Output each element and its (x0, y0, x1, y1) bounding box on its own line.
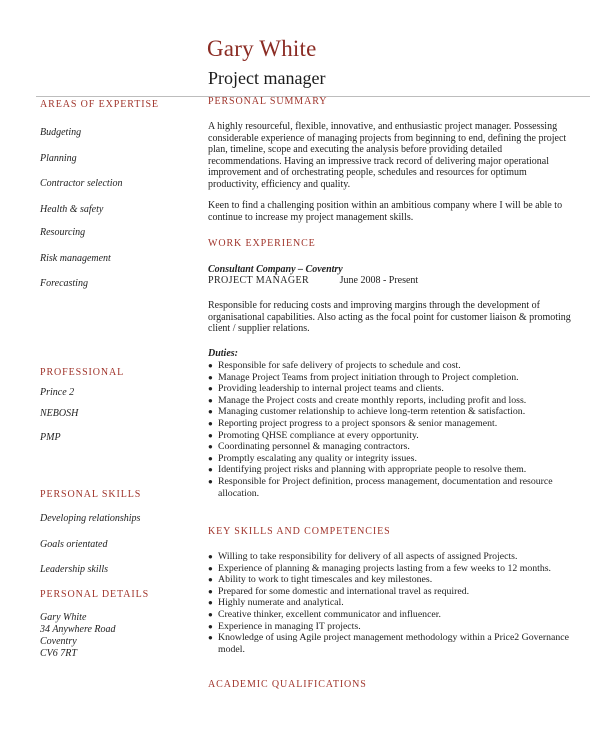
duties-label: Duties: (208, 348, 238, 359)
skill-item: Goals orientated (40, 539, 108, 550)
key-skill-item-text: Experience of planning & managing projects lasting from a few weeks to 12 months. (218, 562, 552, 574)
duty-item (208, 418, 573, 430)
duty-item-text: Manage the Project costs and create monthly reports, including profit and loss. (218, 394, 527, 406)
key-skill-item-text: Willing to take responsibility for delivery of all aspects of assigned Projects. (218, 551, 518, 562)
key-skill-item-text: Prepared for some domestic and international travel as required. (218, 585, 470, 597)
skills-heading: PERSONAL SKILLS (40, 489, 142, 500)
detail-item: Coventry (40, 636, 77, 647)
summary-heading: PERSONAL SUMMARY (208, 96, 328, 107)
duty-item (208, 453, 573, 465)
job-title: PROJECT MANAGER (208, 275, 310, 286)
duty-item-text: Responsible for Project definition, process management, documentation and resource allocation. (218, 475, 553, 499)
key-skill-item (208, 563, 573, 575)
professional-heading: PROFESSIONAL (40, 367, 125, 378)
duty-item (208, 360, 573, 372)
duty-item-text: Coordinating personnel & managing contractors. (218, 441, 410, 453)
expertise-item: Contractor selection (40, 178, 123, 189)
expertise-item: Health & safety (40, 204, 104, 215)
bullet-icon: ● (208, 453, 213, 463)
key-skill-item (208, 621, 573, 633)
key-skill-item (208, 586, 573, 598)
duty-item-text: Responsible for safe delivery of projects to schedule and cost. (218, 360, 461, 371)
duty-item-text: Reporting project progress to a project sponsors & senior management. (218, 417, 498, 429)
duty-item (208, 476, 573, 499)
bullet-icon: ● (208, 465, 213, 475)
academic-heading: ACADEMIC QUALIFICATIONS (208, 679, 367, 690)
summary-paragraph: A highly resourceful, flexible, innovative, and enthusiastic project manager. Possessing considerable experience of managing projects from beginning to end, defining the project plan, timeline, scope and executing the analysis before providing detailed recommendations. Having an impressive track record of delivering major operational improvement and of orchestrating people, schedules and resources for optimum productivity, efficiency and quality. (208, 121, 567, 190)
duty-item (208, 383, 573, 395)
job-dates: June 2008 - Present (339, 275, 419, 286)
key-skill-item-text: Experience in managing IT projects. (218, 620, 361, 632)
job-line (208, 275, 418, 286)
key-skill-item (208, 632, 573, 655)
duty-item-text: Managing customer relationship to achieve long-term retention & satisfaction. (218, 406, 526, 418)
details-heading: PERSONAL DETAILS (40, 589, 150, 600)
candidate-role: Project manager (208, 68, 326, 88)
key-skill-item (208, 597, 573, 609)
detail-item: CV6 7RT (40, 648, 77, 659)
duty-item-text: Promptly escalating any quality or integrity issues. (218, 452, 417, 464)
key-skill-item-text: Knowledge of using Agile project management methodology within a Price2 Governance model. (218, 632, 569, 655)
expertise-item: Planning (40, 153, 77, 164)
duty-item-text: Manage Project Teams from project initiation through to Project completion. (218, 371, 519, 383)
expertise-heading: AREAS OF EXPERTISE (40, 99, 159, 110)
expertise-item: Forecasting (40, 278, 88, 289)
candidate-name: Gary White (207, 36, 317, 61)
key-skills-heading: KEY SKILLS AND COMPETENCIES (208, 526, 391, 537)
expertise-item: Resourcing (40, 227, 86, 238)
bullet-icon: ● (208, 442, 213, 452)
expertise-item: Budgeting (40, 127, 82, 138)
bullet-icon: ● (208, 598, 213, 608)
bullet-icon: ● (208, 372, 213, 382)
bullet-icon: ● (208, 575, 213, 585)
duty-item (208, 464, 573, 476)
bullet-icon: ● (208, 395, 213, 405)
bullet-icon: ● (208, 609, 213, 619)
bullet-icon: ● (208, 563, 213, 573)
detail-item: Gary White (40, 612, 87, 623)
key-skill-item-text: Ability to work to tight timescales and key milestones. (218, 574, 433, 586)
bullet-icon: ● (208, 621, 213, 631)
duty-item (208, 395, 573, 407)
duty-item (208, 441, 573, 453)
professional-item: NEBOSH (40, 408, 79, 419)
skill-item: Developing relationships (40, 513, 141, 524)
professional-item: PMP (40, 432, 61, 443)
key-skill-item (208, 551, 573, 563)
duty-item-text: Promoting QHSE compliance at every opportunity. (218, 429, 419, 441)
bullet-icon: ● (208, 384, 213, 394)
bullet-icon: ● (208, 418, 213, 428)
skill-item: Leadership skills (40, 564, 109, 575)
duties-list (208, 360, 573, 499)
duty-item-text: Identifying project risks and planning with appropriate people to resolve them. (218, 464, 527, 476)
key-skills-list (208, 551, 573, 655)
bullet-icon: ● (208, 476, 213, 486)
detail-item: 34 Anywhere Road (40, 624, 116, 635)
experience-heading: WORK EXPERIENCE (208, 238, 316, 249)
bullet-icon: ● (208, 633, 213, 643)
key-skill-item (208, 574, 573, 586)
professional-item: Prince 2 (40, 387, 75, 398)
duty-item (208, 430, 573, 442)
bullet-icon: ● (208, 552, 213, 561)
key-skill-item-text: Highly numerate and analytical. (218, 597, 344, 609)
bullet-icon: ● (208, 407, 213, 417)
bullet-icon: ● (208, 430, 213, 440)
key-skill-item-text: Creative thinker, excellent communicator and influencer. (218, 608, 441, 620)
duty-item (208, 372, 573, 384)
bullet-icon: ● (208, 586, 213, 596)
duty-item (208, 406, 573, 418)
company-name: Consultant Company – Coventry (208, 264, 343, 275)
key-skill-item (208, 609, 573, 621)
summary-paragraph-2: Keen to find a challenging position within an ambitious company where I will be able to continue to increase my project management skills. (208, 200, 563, 223)
duty-item-text: Providing leadership to internal project teams and clients. (218, 383, 444, 395)
job-description: Responsible for reducing costs and improving margins through the development of organisational capabilities. Also acting as the focal point for customer liaison & promoting client / supplier relations. (208, 300, 571, 335)
expertise-item: Risk management (40, 253, 111, 264)
bullet-icon: ● (208, 361, 213, 370)
